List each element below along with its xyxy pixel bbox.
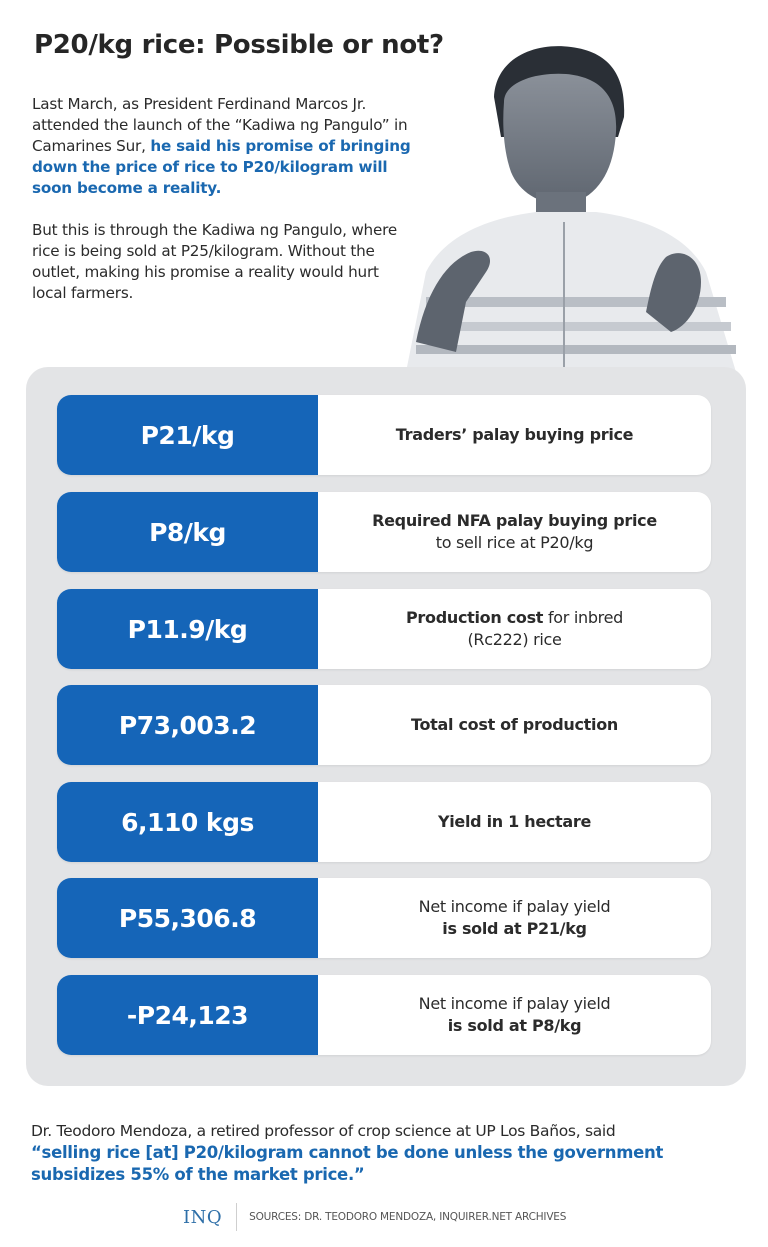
- expert-quote: [31, 1120, 741, 1186]
- row-desc-bold: Total cost of production: [410, 715, 618, 734]
- row-desc-normal: to sell rice at P20/kg: [435, 533, 594, 552]
- data-panel: [26, 367, 746, 1086]
- data-row: [57, 395, 711, 475]
- row-description: [318, 492, 711, 572]
- row-desc-normal: Net income if palay yield: [418, 994, 611, 1013]
- row-desc-bold: Production cost: [405, 608, 544, 627]
- intro-lead: Last March, as President Ferdinand Marcos Jr. attended the launch of the “Kadiwa ng Pangulo” in Camarines Sur,: [32, 95, 408, 155]
- row-value: -P24,123: [57, 975, 318, 1055]
- row-desc-normal: Net income if palay yield: [418, 897, 611, 916]
- row-desc-bold: Yield in 1 hectare: [437, 812, 592, 831]
- data-row: [57, 878, 711, 958]
- quote-highlight: “selling rice [at] P20/kilogram cannot be done unless the government subsidizes 55% of the market price.”: [31, 1143, 664, 1184]
- intro-highlight: he said his promise of bringing down the price of rice to P20/kilogram will soon become a reality.: [32, 137, 411, 197]
- row-desc-normal: for inbred (Rc222) rice: [467, 608, 624, 649]
- row-description: [318, 782, 711, 862]
- data-row: [57, 589, 711, 669]
- row-value: P21/kg: [57, 395, 318, 475]
- row-description: [318, 878, 711, 958]
- president-photo: [386, 42, 746, 372]
- intro-text: [32, 94, 412, 304]
- footer: [183, 1202, 566, 1232]
- data-row: [57, 492, 711, 572]
- row-desc-line: [385, 607, 645, 651]
- row-value: 6,110 kgs: [57, 782, 318, 862]
- row-value: P8/kg: [57, 492, 318, 572]
- row-value: P73,003.2: [57, 685, 318, 765]
- row-desc-bold: Required NFA palay buying price: [372, 511, 657, 530]
- page-title: P20/kg rice: Possible or not?: [34, 30, 444, 60]
- row-desc-bold: is sold at P21/kg: [442, 919, 587, 938]
- sources-text: SOURCES: DR. TEODORO MENDOZA, INQUIRER.NET ARCHIVES: [249, 1211, 567, 1223]
- data-row: [57, 975, 711, 1055]
- person-photo-icon: [386, 42, 746, 372]
- quote-attribution: Dr. Teodoro Mendoza, a retired professor of crop science at UP Los Baños, said: [31, 1122, 616, 1140]
- row-desc-bold: is sold at P8/kg: [447, 1016, 582, 1035]
- row-description: [318, 395, 711, 475]
- row-description: [318, 685, 711, 765]
- inq-logo: INQ: [183, 1206, 223, 1228]
- row-description: [318, 975, 711, 1055]
- footer-divider: [236, 1203, 237, 1231]
- data-row: [57, 685, 711, 765]
- data-row: [57, 782, 711, 862]
- row-description: [318, 589, 711, 669]
- row-desc-bold: Traders’ palay buying price: [395, 425, 634, 444]
- intro-paragraph-1: [32, 94, 412, 199]
- row-value: P11.9/kg: [57, 589, 318, 669]
- row-value: P55,306.8: [57, 878, 318, 958]
- intro-paragraph-2: But this is through the Kadiwa ng Pangulo, where rice is being sold at P25/kilogram. Without the outlet, making his promise a reality would hurt local farmers.: [32, 221, 397, 302]
